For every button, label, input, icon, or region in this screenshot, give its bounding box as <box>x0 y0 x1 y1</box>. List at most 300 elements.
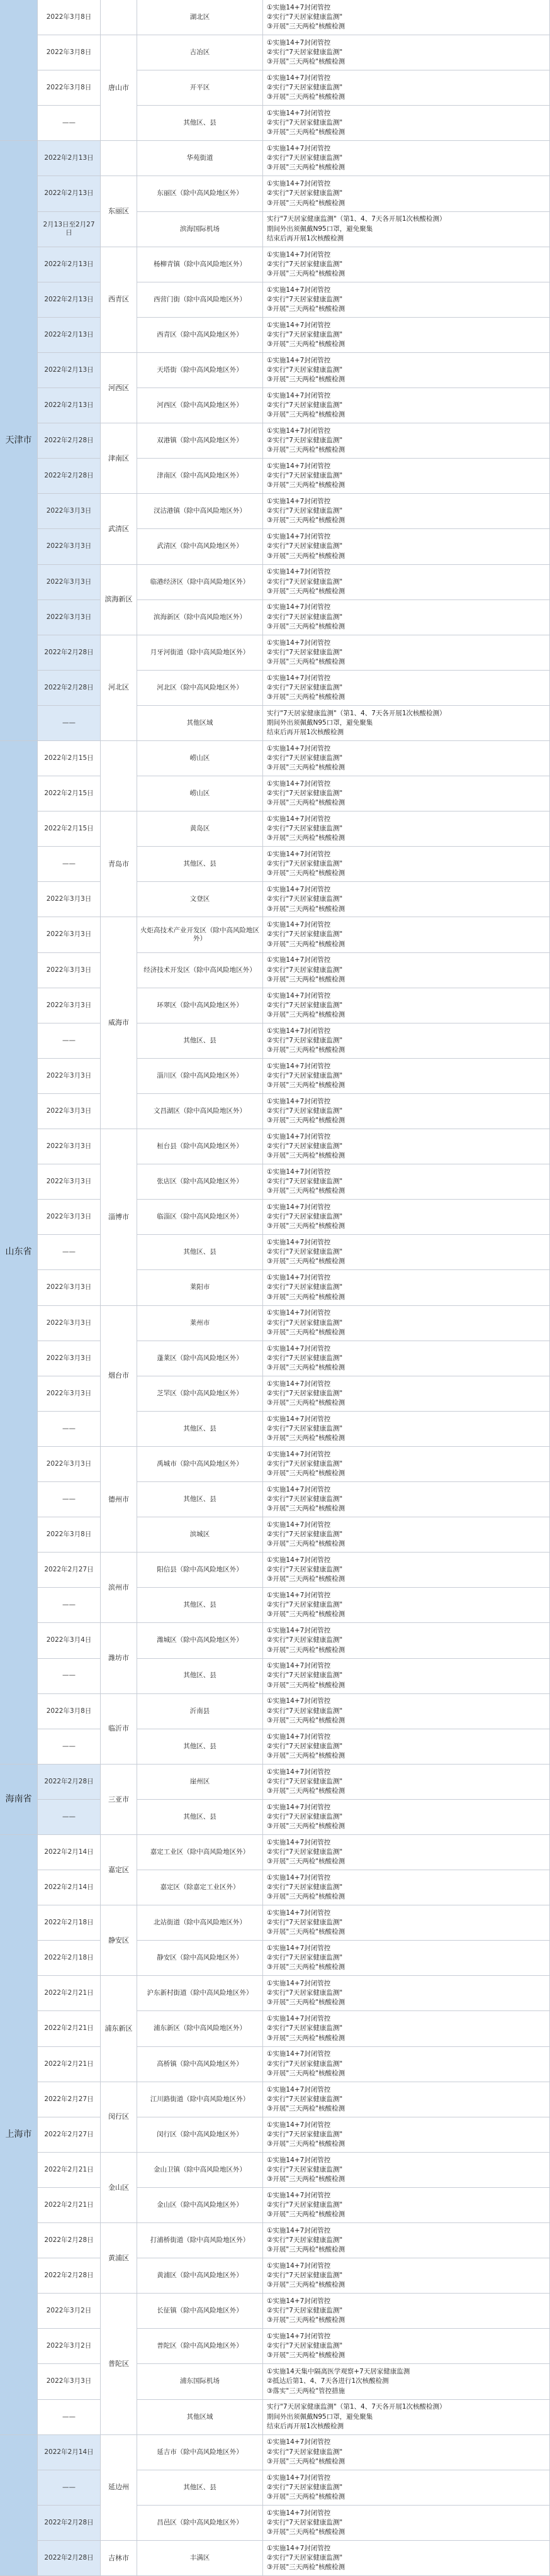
measure-line: ②实行"7天居家健康监测" <box>267 13 343 21</box>
measure-line: ①实施14+7封闭管控 <box>267 1873 331 1882</box>
city-cell: 金山区 <box>101 2153 137 2223</box>
measure-line: ③开展"三天两检"核酸检测 <box>267 516 345 525</box>
area-cell: 武清区（除中高风险地区外） <box>137 529 263 564</box>
date-cell: —— <box>38 2400 101 2435</box>
measure-line: 结束后再开展1次核酸检测 <box>267 234 344 242</box>
area-cell: 其他区、县 <box>137 1729 263 1765</box>
area-cell: 其他区、县 <box>137 1588 263 1623</box>
measure-line: ③开展"三天两检"核酸检测 <box>267 1787 345 1795</box>
area-cell: 北站街道（除中高风险地区外） <box>137 1905 263 1941</box>
area-cell: 黄浦区（除中高风险地区外） <box>137 2258 263 2294</box>
city-cell: 德州市 <box>101 1447 137 1553</box>
city-cell: 浦东新区 <box>101 1976 137 2082</box>
measure-cell <box>263 2506 550 2541</box>
measure-line: ②实行"7天居家健康监测" <box>267 2165 343 2173</box>
measure-cell <box>263 2294 550 2329</box>
date-cell: 2022年3月3日 <box>38 953 101 988</box>
date-cell: 2022年2月13日 <box>38 318 101 353</box>
city-cell <box>101 741 137 811</box>
measure-line: ③开展"三天两检"核酸检测 <box>267 2139 345 2148</box>
measure-line: ②实行"7天居家健康监测" <box>267 2130 343 2138</box>
measure-line: ②实行"7天居家健康监测" <box>267 1954 343 1962</box>
measure-line: ②实行"7天居家健康监测" <box>267 2272 343 2280</box>
measure-line: ②实行"7天居家健康监测" <box>267 1671 343 1680</box>
measure-line: ①实施14+7封闭管控 <box>267 1732 331 1741</box>
area-cell: 延吉市（除中高风险地区外） <box>137 2435 263 2470</box>
area-cell: 临淄区（除中高风险地区外） <box>137 1200 263 1235</box>
measure-line: ②实行"7天居家健康监测" <box>267 260 343 268</box>
measure-line: ③开展"三天两检"核酸检测 <box>267 1716 345 1724</box>
measure-line: 实行"7天居家健康监测"（第1、4、7天各开展1次核酸检测） <box>267 215 446 223</box>
date-cell: 2022年2月21日 <box>38 2153 101 2188</box>
date-cell: 2022年2月14日 <box>38 1870 101 1905</box>
measure-cell <box>263 2541 550 2576</box>
date-cell: —— <box>38 1659 101 1694</box>
area-cell: 浦东新区（除中高风险地区外） <box>137 2011 263 2046</box>
measure-line: 结束后再开展1次核酸检测 <box>267 2422 344 2430</box>
area-cell: 蓬莱区（除中高风险地区外） <box>137 1341 263 1376</box>
area-cell: 静安区（除中高风险地区外） <box>137 1941 263 1976</box>
measure-line: ①实施14+7封闭管控 <box>267 956 331 964</box>
area-cell: 经济技术开发区（除中高风险地区外） <box>137 953 263 988</box>
area-cell: 文登区 <box>137 882 263 917</box>
measure-line: ③开展"三天两检"核酸检测 <box>267 2175 345 2183</box>
measure-cell <box>263 1694 550 1729</box>
city-cell: 潍坊市 <box>101 1623 137 1693</box>
measure-line: ②实行"7天居家健康监测" <box>267 1036 343 1044</box>
measure-line: ②实行"7天居家健康监测" <box>267 930 343 939</box>
measure-line: ③开展"三天两检"核酸检测 <box>267 2246 345 2254</box>
measure-line: ①实施14+7封闭管控 <box>267 674 331 682</box>
measure-line: ①实施14+7封闭管控 <box>267 2297 331 2306</box>
city-cell: 黄浦区 <box>101 2223 137 2294</box>
area-cell: 津南区（除中高风险地区外） <box>137 459 263 494</box>
city-cell: 唐山市 <box>101 35 137 141</box>
measure-cell <box>263 741 550 776</box>
measure-line: ①实施14+7封闭管控 <box>267 1415 331 1423</box>
date-cell: 2022年2月21日 <box>38 1976 101 2011</box>
date-cell: 2022年3月3日 <box>38 1306 101 1341</box>
date-cell: 2022年2月28日 <box>38 635 101 671</box>
measure-line: ②实行"7天居家健康监测" <box>267 1495 343 1503</box>
measure-line: ③开展"三天两检"核酸检测 <box>267 304 345 313</box>
city-cell: 延边州 <box>101 2435 137 2541</box>
measure-line: 实行"7天居家健康监测"（第1、4、7天各开展1次核酸检测） <box>267 709 446 717</box>
measure-cell <box>263 1235 550 1270</box>
measure-line: ③开展"三天两检"核酸检测 <box>267 2528 345 2536</box>
area-cell: 其他区、县 <box>137 106 263 141</box>
measure-line: ①实施14+7封闭管控 <box>267 2261 331 2270</box>
date-cell: 2022年3月4日 <box>38 1623 101 1658</box>
measure-cell <box>263 776 550 811</box>
city-cell: 吉林市 <box>101 2541 137 2576</box>
measure-cell <box>263 1200 550 1235</box>
measure-line: ③开展"三天两检"核酸检测 <box>267 128 345 137</box>
measure-line: ①实施14+7封闭管控 <box>267 1309 331 1317</box>
date-cell: 2022年3月3日 <box>38 1376 101 1412</box>
date-cell: —— <box>38 2470 101 2506</box>
measure-cell <box>263 600 550 635</box>
city-cell: 闵行区 <box>101 2082 137 2153</box>
measure-line: ③开展"三天两检"核酸检测 <box>267 1928 345 1936</box>
date-cell: 2022年2月18日 <box>38 1941 101 1976</box>
date-cell: 2022年3月3日 <box>38 494 101 529</box>
measure-cell <box>263 1835 550 1870</box>
area-cell: 滨海国际机场 <box>137 212 263 247</box>
area-cell: 临港经济区（除中高风险地区外） <box>137 565 263 600</box>
measure-line: ③开展"三天两检"核酸检测 <box>267 199 345 207</box>
area-cell: 桓台县（除中高风险地区外） <box>137 1129 263 1164</box>
measure-line: ③开展"三天两检"核酸检测 <box>267 1010 345 1018</box>
date-cell: 2022年2月14日 <box>38 1835 101 1870</box>
area-cell: 其他区、县 <box>137 2470 263 2506</box>
area-cell: 其他区域 <box>137 706 263 741</box>
measure-line: ③开展"三天两检"核酸检测 <box>267 1646 345 1654</box>
measure-cell <box>263 1553 550 1588</box>
date-cell: —— <box>38 1412 101 1447</box>
area-cell: 金山卫镇（除中高风险地区外） <box>137 2153 263 2188</box>
area-cell: 金山区（除中高风险地区外） <box>137 2188 263 2223</box>
date-cell: 2022年3月2日 <box>38 2294 101 2329</box>
date-cell: 2022年3月3日 <box>38 2364 101 2399</box>
measure-line: ①实施14+7封闭管控 <box>267 1168 331 1176</box>
measure-line: ①实施14+7封闭管控 <box>267 250 331 259</box>
measure-cell <box>263 70 550 106</box>
measure-line: ②实行"7天居家健康监测" <box>267 895 343 903</box>
date-cell: 2022年2月14日 <box>38 2435 101 2470</box>
measure-cell <box>263 917 550 952</box>
province-cell <box>0 2435 38 2576</box>
measure-cell <box>263 282 550 318</box>
measure-line: ③开展"三天两检"核酸检测 <box>267 1963 345 1971</box>
measure-cell <box>263 2153 550 2188</box>
measure-line: ②实行"7天居家健康监测" <box>267 48 343 57</box>
area-cell: 潍城区（除中高风险地区外） <box>137 1623 263 1658</box>
measure-cell <box>263 706 550 741</box>
date-cell: 2022年2月15日 <box>38 741 101 776</box>
measure-line: ②实行"7天居家健康监测" <box>267 2024 343 2032</box>
measure-line: ③开展"三天两检"核酸检测 <box>267 693 345 701</box>
measure-line: ①实施14+7封闭管控 <box>267 1627 331 1635</box>
area-cell: 河西区（除中高风险地区外） <box>137 388 263 423</box>
date-cell: 2022年3月3日 <box>38 1200 101 1235</box>
measure-line: ②实行"7天居家健康监测" <box>267 577 343 586</box>
measure-line: ②实行"7天居家健康监测" <box>267 1989 343 1997</box>
city-cell: 滨海新区 <box>101 565 137 635</box>
measure-line: ①实施14天集中隔离医学观察+7天居家健康监测 <box>267 2368 410 2376</box>
area-cell: 江川路街道（除中高风险地区外） <box>137 2082 263 2117</box>
measure-line: ②实行"7天居家健康监测" <box>267 472 343 480</box>
area-cell: 华苑街道 <box>137 141 263 176</box>
measure-line: ③开展"三天两检"核酸检测 <box>267 1152 345 1160</box>
measure-line: ②实行"7天居家健康监测" <box>267 1319 343 1327</box>
measure-line: ③开展"三天两检"核酸检测 <box>267 869 345 878</box>
measure-cell <box>263 953 550 988</box>
measure-line: ①实施14+7封闭管控 <box>267 1662 331 1670</box>
measure-cell <box>263 176 550 211</box>
measure-cell <box>263 2082 550 2117</box>
measure-line: ②实行"7天居家健康监测" <box>267 1283 343 1291</box>
city-cell: 普陀区 <box>101 2294 137 2434</box>
measure-cell <box>263 1765 550 1800</box>
area-cell: 黄岛区 <box>137 811 263 847</box>
area-cell: 崖州区 <box>137 1765 263 1800</box>
measure-line: ②实行"7天居家健康监测" <box>267 2095 343 2103</box>
measure-line: ②实行"7天居家健康监测" <box>267 683 343 691</box>
area-cell: 杨柳青镇（除中高风险地区外） <box>137 247 263 282</box>
measure-cell <box>263 1941 550 1976</box>
city-cell: 嘉定区 <box>101 1835 137 1905</box>
measure-line: ①实施14+7封闭管控 <box>267 1838 331 1846</box>
measure-line: ③开展"三天两检"核酸检测 <box>267 93 345 101</box>
city-cell: 东丽区 <box>101 176 137 247</box>
measure-line: ①实施14+7封闭管控 <box>267 1344 331 1352</box>
measure-line: ③开展"三天两检"核酸检测 <box>267 1434 345 1442</box>
measure-line: ③开展"三天两检"核酸检测 <box>267 1858 345 1866</box>
measure-cell <box>263 988 550 1023</box>
area-cell: 古冶区 <box>137 35 263 70</box>
measure-cell <box>263 423 550 459</box>
city-cell: 三亚市 <box>101 1765 137 1835</box>
measure-line: ①实施14+7封闭管控 <box>267 850 331 859</box>
measure-line: ③开展"三天两检"核酸检测 <box>267 1293 345 1301</box>
date-cell: 2022年3月3日 <box>38 1129 101 1164</box>
measure-line: ②实行"7天居家健康监测" <box>267 1213 343 1221</box>
measure-line: ①实施14+7封闭管控 <box>267 815 331 823</box>
measure-line: ③开展"三天两检"核酸检测 <box>267 657 345 666</box>
measure-line: ②实行"7天居家健康监测" <box>267 1142 343 1151</box>
measure-line: ②实行"7天居家健康监测" <box>267 2553 343 2562</box>
measure-line: ③开展"三天两检"核酸检测 <box>267 1999 345 2007</box>
measure-line: ③开展"三天两检"核酸检测 <box>267 1575 345 1583</box>
date-cell: 2022年2月15日 <box>38 811 101 847</box>
measure-cell <box>263 811 550 847</box>
measure-line: ①实施14+7封闭管控 <box>267 921 331 929</box>
measure-line: ①实施14+7封闭管控 <box>267 356 331 364</box>
measure-cell <box>263 2329 550 2364</box>
measure-cell <box>263 2188 550 2223</box>
date-cell: 2022年2月21日 <box>38 2047 101 2082</box>
date-cell: 2022年3月3日 <box>38 565 101 600</box>
measure-line: ③开展"三天两检"核酸检测 <box>267 1328 345 1336</box>
measure-cell <box>263 459 550 494</box>
measure-line: ①实施14+7封闭管控 <box>267 603 331 611</box>
measure-line: 期间外出须佩戴N95口罩，避免聚集 <box>267 225 373 233</box>
measure-cell <box>263 1059 550 1094</box>
date-cell: 2022年3月2日 <box>38 2329 101 2364</box>
measure-cell <box>263 1659 550 1694</box>
measure-line: ③开展"三天两检"核酸检测 <box>267 1117 345 1125</box>
measure-cell <box>263 1164 550 1200</box>
date-cell: 2022年2月28日 <box>38 671 101 706</box>
province-cell: 天津市 <box>0 141 38 741</box>
measure-line: ①实施14+7封闭管控 <box>267 1768 331 1776</box>
area-cell: 高桥镇（除中高风险地区外） <box>137 2047 263 2082</box>
measure-line: ①实施14+7封闭管控 <box>267 391 331 399</box>
measure-line: ①实施14+7封闭管控 <box>267 2085 331 2094</box>
measure-line: ③开展"三天两检"核酸检测 <box>267 1398 345 1407</box>
measure-cell <box>263 635 550 671</box>
measure-line: ②实行"7天居家健康监测" <box>267 330 343 338</box>
city-cell: 静安区 <box>101 1905 137 1976</box>
measure-cell <box>263 1306 550 1341</box>
date-cell: 2022年2月13日 <box>38 388 101 423</box>
measure-line: ②实行"7天居家健康监测" <box>267 2200 343 2209</box>
area-cell: 双港镇（除中高风险地区外） <box>137 423 263 459</box>
area-cell: 莱州市 <box>137 1306 263 1341</box>
city-cell: 河西区 <box>101 353 137 423</box>
date-cell: 2月13日至2月27日 <box>38 212 101 247</box>
measure-cell <box>263 1094 550 1129</box>
measure-line: ②实行"7天居家健康监测" <box>267 1707 343 1715</box>
area-cell: 其他区、县 <box>137 1800 263 1835</box>
date-cell: —— <box>38 1235 101 1270</box>
measure-cell <box>263 1341 550 1376</box>
measure-cell <box>263 882 550 917</box>
measure-cell <box>263 2011 550 2046</box>
measure-line: ①实施14+7封闭管控 <box>267 1485 331 1493</box>
measure-line: ①实施14+7封闭管控 <box>267 1027 331 1035</box>
area-cell: 滨城区 <box>137 1517 263 1553</box>
measure-line: ①实施14+7封闭管控 <box>267 498 331 506</box>
measure-cell <box>263 0 550 35</box>
measure-line: ③开展"三天两检"核酸检测 <box>267 164 345 172</box>
measure-line: ①实施14+7封闭管控 <box>267 1592 331 1600</box>
measure-line: ②实行"7天居家健康监测" <box>267 1566 343 1574</box>
area-cell: 莱阳市 <box>137 1270 263 1305</box>
province-cell <box>0 0 38 141</box>
date-cell: —— <box>38 1588 101 1623</box>
measure-line: ③开展"三天两检"核酸检测 <box>267 23 345 31</box>
date-cell: —— <box>38 106 101 141</box>
measure-line: ③开展"三天两检"核酸检测 <box>267 1610 345 1619</box>
area-cell: 火炬高技术产业开发区（除中高风险地区外） <box>137 917 263 952</box>
measure-line: ③开展"三天两检"核酸检测 <box>267 1363 345 1371</box>
measure-line: ②实行"7天居家健康监测" <box>267 1919 343 1927</box>
area-cell: 嘉定区（除嘉定工业区外） <box>137 1870 263 1905</box>
measure-line: ③开展"三天两检"核酸检测 <box>267 1751 345 1759</box>
measure-line: ②实行"7天居家健康监测" <box>267 754 343 762</box>
city-cell: 河北区 <box>101 635 137 741</box>
area-cell: 沂南县 <box>137 1694 263 1729</box>
measure-line: 结束后再开展1次核酸检测 <box>267 728 344 737</box>
measure-line: ②实行"7天居家健康监测" <box>267 507 343 515</box>
date-cell: 2022年3月8日 <box>38 70 101 106</box>
city-cell: 临沂市 <box>101 1694 137 1765</box>
measure-cell <box>263 318 550 353</box>
measure-line: ②实行"7天居家健康监测" <box>267 966 343 974</box>
measure-cell <box>263 671 550 706</box>
measure-line: ②实行"7天居家健康监测" <box>267 1883 343 1892</box>
date-cell: —— <box>38 1800 101 1835</box>
area-cell: 沪东新村街道（除中高风险地区外） <box>137 1976 263 2011</box>
area-cell: 西青区（除中高风险地区外） <box>137 318 263 353</box>
measure-cell <box>263 247 550 282</box>
measure-cell <box>263 1870 550 1905</box>
measure-cell <box>263 1447 550 1482</box>
measure-line: ①实施14+7封闭管控 <box>267 2121 331 2129</box>
measure-cell <box>263 388 550 423</box>
measure-line: ②实行"7天居家健康监测" <box>267 1636 343 1644</box>
measure-line: ①实施14+7封闭管控 <box>267 1450 331 1458</box>
measure-line: ③开展"三天两检"核酸检测 <box>267 2492 345 2501</box>
measure-line: ②实行"7天居家健康监测" <box>267 1071 343 1079</box>
city-cell: 滨州市 <box>101 1553 137 1623</box>
city-cell: 烟台市 <box>101 1306 137 1447</box>
measure-line: ①实施14+7封闭管控 <box>267 462 331 471</box>
measure-line: ②实行"7天居家健康监测" <box>267 2342 343 2350</box>
measure-line: ①实施14+7封闭管控 <box>267 3 331 11</box>
measure-cell <box>263 2223 550 2258</box>
date-cell: 2022年2月13日 <box>38 141 101 176</box>
measure-line: ③开展"三天两检"核酸检测 <box>267 905 345 913</box>
measure-line: ③开展"三天两检"核酸检测 <box>267 2034 345 2042</box>
date-cell: 2022年2月13日 <box>38 247 101 282</box>
measure-line: ②实行"7天居家健康监测" <box>267 365 343 374</box>
measure-line: ②实行"7天居家健康监测" <box>267 437 343 445</box>
date-cell: 2022年3月3日 <box>38 1341 101 1376</box>
measure-line: ②抵达后第1、4、7天各进行1次核酸检测 <box>267 2377 389 2385</box>
measure-line: ③开展"三天两检"核酸检测 <box>267 1222 345 1230</box>
measure-line: ①实施14+7封闭管控 <box>267 1380 331 1388</box>
measure-line: ①实施14+7封闭管控 <box>267 2473 331 2482</box>
measure-line: ①实施14+7封闭管控 <box>267 2438 331 2446</box>
measure-cell <box>263 2047 550 2082</box>
area-cell: 普陀区（除中高风险地区外） <box>137 2329 263 2364</box>
measure-line: ③开展"三天两检"核酸检测 <box>267 2316 345 2324</box>
area-cell: 其他区、县 <box>137 1023 263 1059</box>
province-cell: 山东省 <box>0 741 38 1765</box>
measure-line: ③开展"三天两检"核酸检测 <box>267 2211 345 2219</box>
measure-line: ②实行"7天居家健康监测" <box>267 84 343 92</box>
area-cell: 昌邑区（除中高风险地区外） <box>137 2506 263 2541</box>
measure-line: ②实行"7天居家健康监测" <box>267 1424 343 1432</box>
measure-line: ②实行"7天居家健康监测" <box>267 2236 343 2244</box>
area-cell: 阳信县（除中高风险地区外） <box>137 1553 263 1588</box>
area-cell: 其他区、县 <box>137 847 263 882</box>
measure-line: ②实行"7天居家健康监测" <box>267 1248 343 1256</box>
area-cell: 闵行区（除中高风险地区外） <box>137 2117 263 2153</box>
area-cell: 其他区域 <box>137 2400 263 2435</box>
measure-line: ②实行"7天居家健康监测" <box>267 295 343 303</box>
measure-line: ①实施14+7封闭管控 <box>267 744 331 752</box>
measure-line: ②实行"7天居家健康监测" <box>267 1389 343 1397</box>
date-cell: 2022年2月28日 <box>38 2506 101 2541</box>
measure-cell <box>263 1412 550 1447</box>
date-cell: 2022年2月13日 <box>38 282 101 318</box>
area-cell: 其他区、县 <box>137 1482 263 1517</box>
measure-cell <box>263 847 550 882</box>
measure-line: ①实施14+7封闭管控 <box>267 991 331 1000</box>
measure-cell <box>263 565 550 600</box>
measure-cell <box>263 1588 550 1623</box>
measure-line: 期间外出须佩戴N95口罩，避免聚集 <box>267 718 373 727</box>
measure-cell <box>263 106 550 141</box>
measure-line: ③开展"三天两检"核酸检测 <box>267 834 345 842</box>
measure-line: ③开展"三天两检"核酸检测 <box>267 446 345 454</box>
measure-line: ②实行"7天居家健康监测" <box>267 1459 343 1468</box>
date-cell: 2022年3月8日 <box>38 1694 101 1729</box>
city-cell: 威海市 <box>101 917 137 1129</box>
measure-line: ③开展"三天两检"核酸检测 <box>267 1893 345 1901</box>
measure-line: ③开展"三天两检"核酸检测 <box>267 975 345 983</box>
date-cell: 2022年3月3日 <box>38 600 101 635</box>
measure-cell <box>263 494 550 529</box>
area-cell: 东丽区（除中高风险地区外） <box>137 176 263 211</box>
measure-line: ②实行"7天居家健康监测" <box>267 1777 343 1785</box>
measure-line: ①实施14+7封闭管控 <box>267 1274 331 1282</box>
measure-cell <box>263 1729 550 1765</box>
